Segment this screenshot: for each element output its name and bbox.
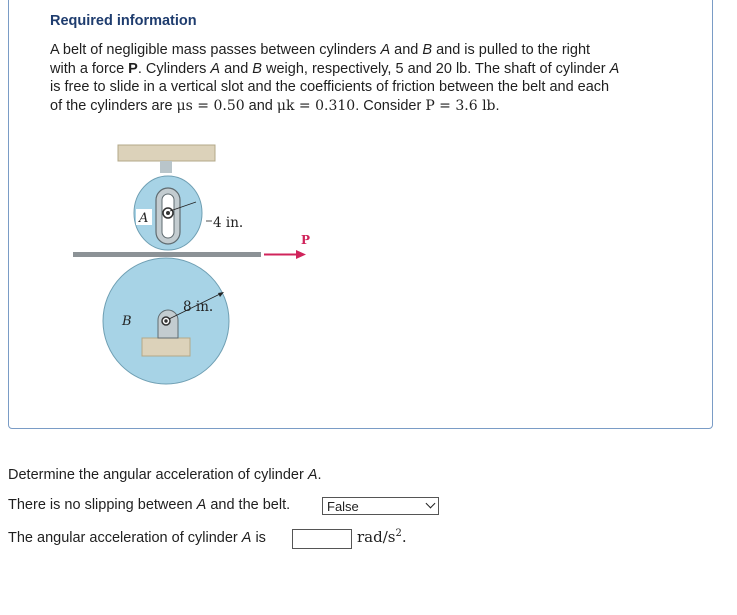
noslip-statement: There is no slipping between A and the belt. [8,497,291,513]
unit-label: rad/$s^2$. [357,528,407,546]
noslip-selected-value: False [327,499,359,514]
belt [73,252,261,257]
top-support [118,145,215,161]
dimension-a: 4 in. [213,215,244,231]
noslip-select[interactable] [322,497,439,515]
answer-statement: The angular acceleration of cylinder A is [8,530,266,546]
p-value-expression: P = 3.6 lb [425,97,496,114]
question-prompt: Determine the angular acceleration of cylinder A. [8,467,322,483]
info-heading: Required information [50,13,197,29]
angular-acceleration-input[interactable] [292,529,352,549]
label-cylinder-b: B [122,314,132,329]
bearing-base [142,338,190,356]
problem-statement: A belt of negligible mass passes between cylinders A and B and is pulled to the right with a force P. Cylinders A and B weigh, respectively, 5 and 20 lb. The shaft of cylinder A is free to slide in a vertical slot and the coefficients of friction between the belt and each of the cylinders are μs = 0.50 and μk = 0.310. Consider P = 3.6 lb. [50,42,620,114]
mu-s-expression: μs = 0.50 [176,97,245,114]
chevron-down-icon [426,499,436,509]
label-force-p: P [301,233,311,247]
mu-k-expression: μk = 0.310 [276,97,356,114]
label-cylinder-a: A [139,211,149,226]
cylinders-figure [70,140,320,390]
top-support-shaft [160,161,172,173]
dimension-b: 8 in. [183,299,214,315]
